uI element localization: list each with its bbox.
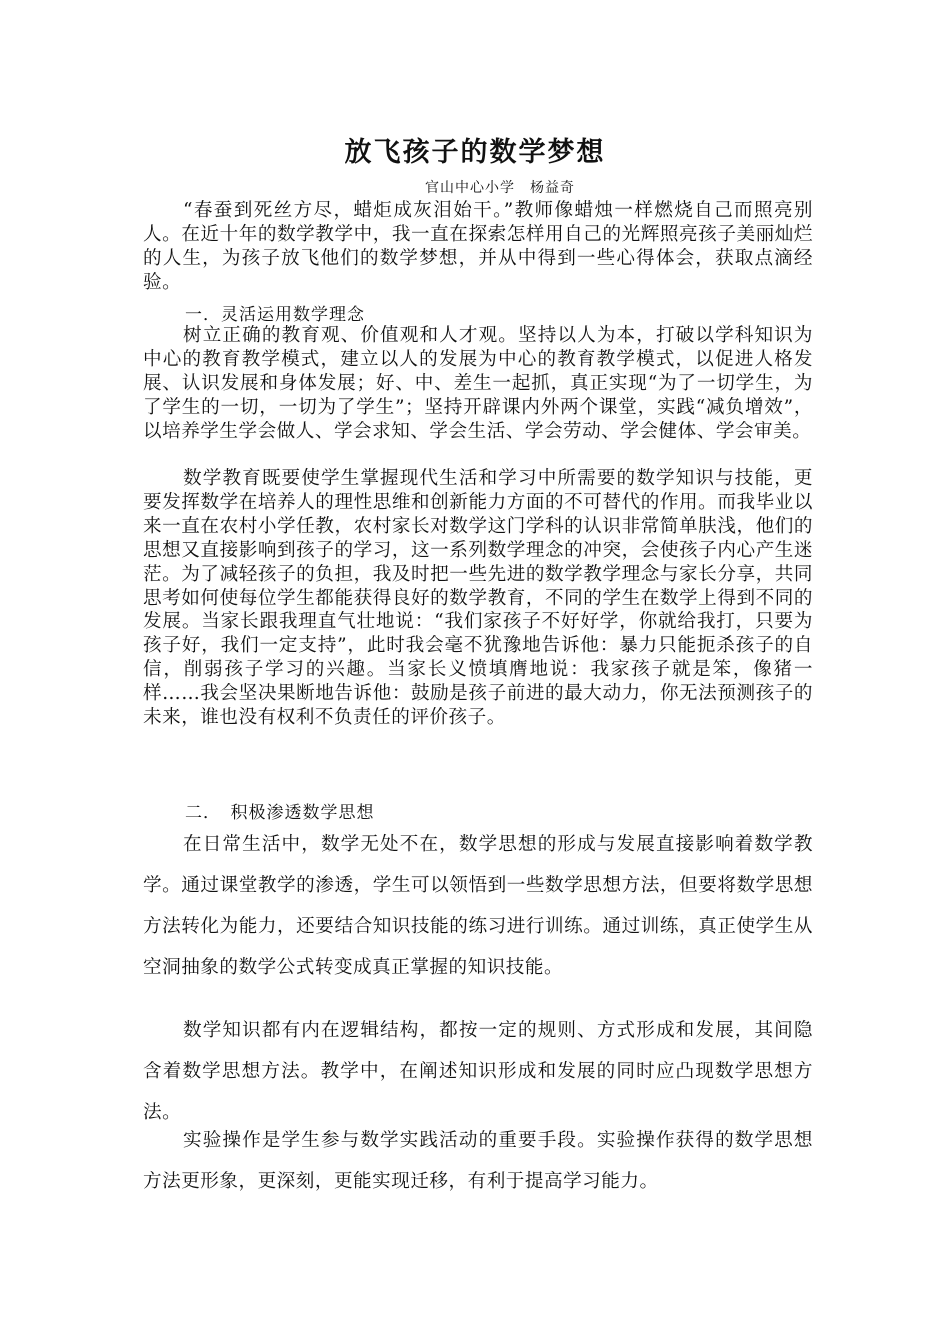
intro-paragraph: “春蚕到死丝方尽，蜡炬成灰泪始干。”教师像蜡烛一样燃烧自己而照亮别人。在近十年的数学教学中，我一直在探索怎样用自己的光辉照亮孩子美丽灿烂的人生，为孩子放飞他们的数学梦想，并从中得到一些心得体会，获取点滴经验。 — [143, 200, 813, 293]
section-1-paragraph-2: 数学教育既要使学生掌握现代生活和学习中所需要的数学知识与技能，更要发挥数学在培养人的理性思维和创新能力方面的不可替代的作用。而我毕业以来一直在农村小学任教，农村家长对数学这门学科的认识非常简单肤浅，他们的思想又直接影响到孩子的学习，这一系列数学理念的冲突，会使孩子内心产生迷茫。为了减轻孩子的负担，我及时把一些先进的数学教学理念与家长分享，共同思考如何使每位学生都能获得良好的数学教育，不同的学生在数学上得到不同的发展。当家长跟我理直气壮地说：“我们家孩子不好好学，你就给我打，只要为孩子好，我们一定支持”，此时我会毫不犹豫地告诉他：暴力只能扼杀孩子的自信，削弱孩子学习的兴趣。当家长义愤填膺地说：我家孩子就是笨，像猪一样……我会坚决果断地告诉他：鼓励是孩子前进的最大动力，你无法预测孩子的未来，谁也没有权利不负责任的评价孩子。 — [143, 468, 813, 729]
section-1-heading: 一．灵活运用数学理念 — [185, 305, 365, 325]
section-2-paragraph-1: 在日常生活中，数学无处不在，数学思想的形成与发展直接影响着数学教学。通过课堂教学的渗透，学生可以领悟到一些数学思想方法，但要将数学思想方法转化为能力，还要结合知识技能的练习进行训练。通过训练，真正使学生从空洞抽象的数学公式转变成真正掌握的知识技能。 — [143, 834, 813, 978]
section-2-paragraph-3: 实验操作是学生参与数学实践活动的重要手段。实验操作获得的数学思想方法更形象，更深刻，更能实现迁移，有利于提高学习能力。 — [143, 1130, 813, 1192]
section-2-paragraph-2: 数学知识都有内在逻辑结构，都按一定的规则、方式形成和发展，其间隐含着数学思想方法。教学中，在阐述知识形成和发展的同时应凸现数学思想方法。 — [143, 1020, 813, 1123]
page-title: 放飞孩子的数学梦想 — [344, 137, 606, 168]
section-1-paragraph-1: 树立正确的教育观、价值观和人才观。坚持以人为本，打破以学科知识为中心的教育教学模式，建立以人的发展为中心的教育教学模式，以促进人格发展、认识发展和身体发展；好、中、差生一起抓，真正实现“为了一切学生，为了学生的一切，一切为了学生”；坚持开辟课内外两个课堂，实践“减负增效”，以培养学生学会做人、学会求知、学会生活、学会劳动、学会健体、学会审美。 — [143, 325, 813, 442]
author-byline: 官山中心小学 杨益奇 — [425, 180, 575, 196]
section-2-heading: 二． 积极渗透数学思想 — [185, 803, 375, 823]
